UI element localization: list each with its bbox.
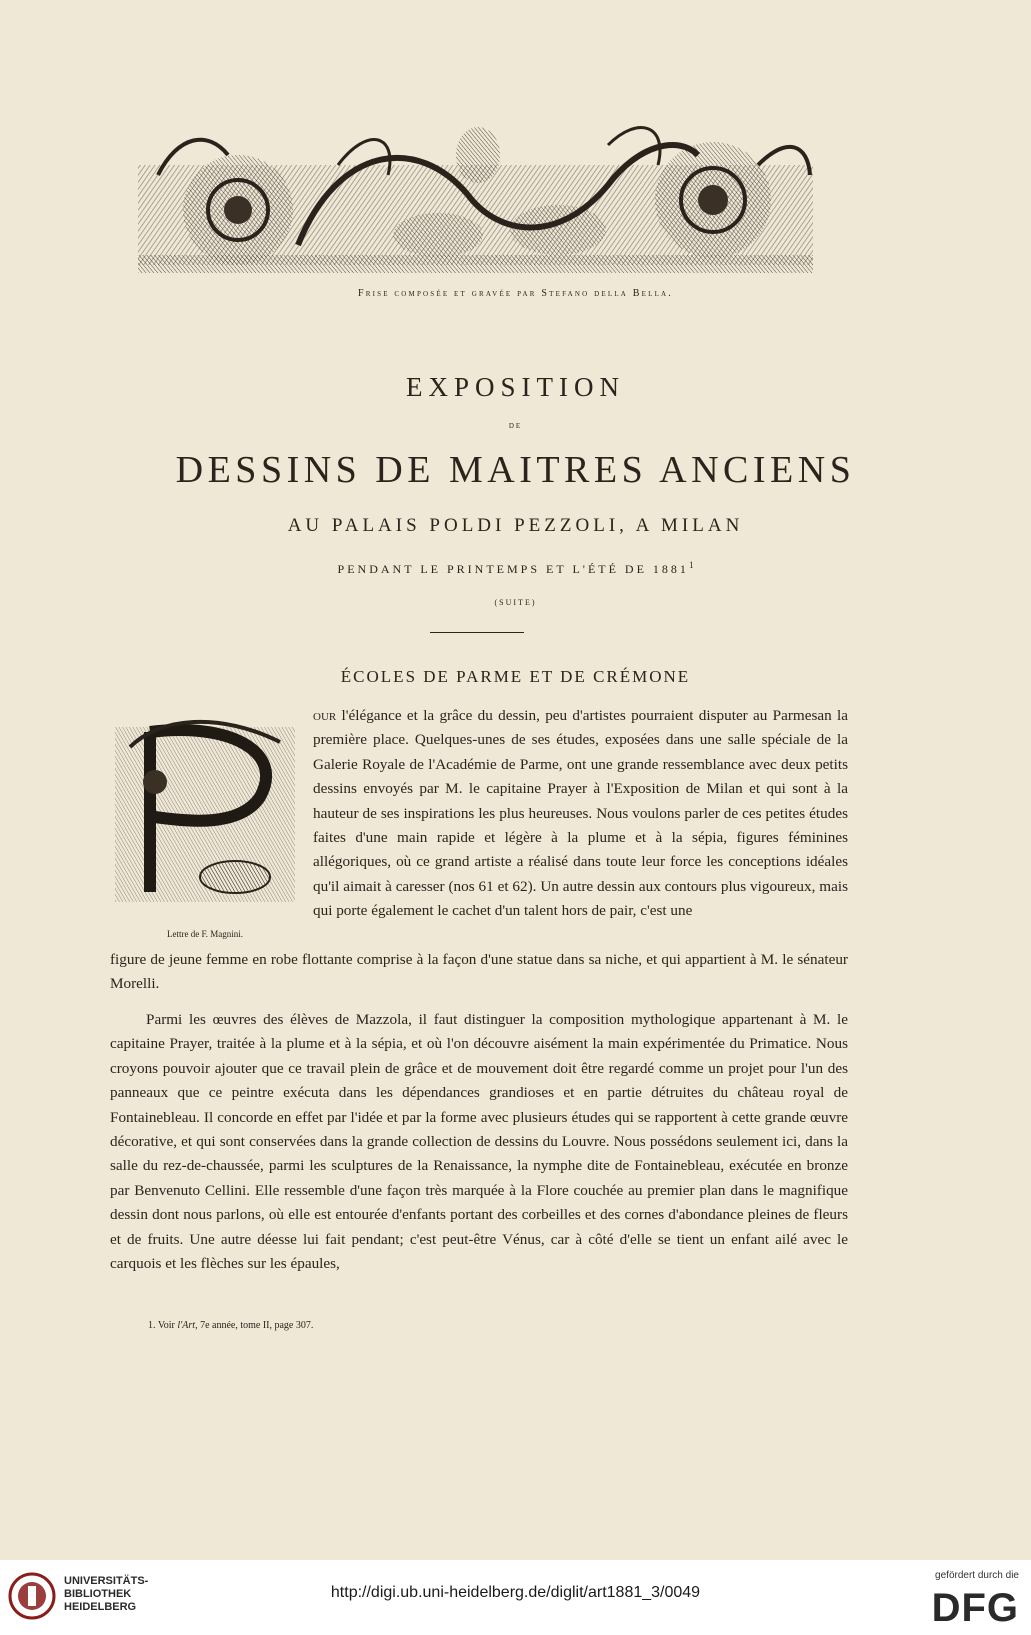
initial-caption: Lettre de F. Magnini. — [166, 929, 243, 939]
decorated-initial-letter — [110, 712, 300, 912]
footnote — [148, 1320, 313, 1331]
dfg-logo: DFG — [931, 1586, 1019, 1630]
paragraph-1-lead: our — [313, 707, 337, 724]
ornamental-frieze-engraving — [138, 105, 813, 280]
title-palais: AU PALAIS POLDI PEZZOLI, A MILAN — [287, 515, 744, 536]
frieze-caption: Frise composée et gravée par Stefano della Bella. — [357, 288, 674, 299]
title-suite: (SUITE) — [494, 598, 537, 607]
footnote-prefix: Voir — [157, 1320, 175, 1331]
title-exposition: EXPOSITION — [406, 372, 625, 402]
section-heading: ÉCOLES DE PARME ET DE CRÉMONE — [340, 667, 691, 686]
title-dessins: DESSINS DE MAITRES ANCIENS — [175, 449, 856, 491]
library-name-line-1: UNIVERSITÄTS- — [64, 1575, 149, 1587]
title-de: DE — [508, 422, 523, 430]
paragraph-1-continued: figure de jeune femme en robe flottante comprise à la façon d'une statue dans sa niche, et qui appartient à M. le sénateur Morelli. — [110, 951, 848, 993]
sponsor-note: gefördert durch die — [935, 1570, 1019, 1581]
paragraph-1 — [313, 704, 848, 924]
paragraph-1-text: l'élégance et la grâce du dessin, peu d'artistes pourraient disputer au Parmesan la première place. Quelques-unes de ses études, exposées dans une salle spéciale de la Galerie Royale de l'Académie de Parme, ont une grande ressemblance avec deux petits dessins envoyés par M. le capitaine Prayer à l'Exposition de Milan et qui sont à la hauteur de ses inspirations les plus heureuses. Nous voulons parler de ces petites études faites d'une main rapide et légère à la plume et à la sépia, figures féminines allégoriques, où ce grand artiste a réalisé dans toute leur force les conceptions idéales qu'il aimait à caresser (nos 61 et 62). Un autre dessin aux contours plus vigoureux, mais qui porte également le cachet d'un talent hors de pair, c'est une — [313, 707, 848, 920]
paragraph-2: Parmi les œuvres des élèves de Mazzola, il faut distinguer la composition mythologique appartenant à M. le capitaine Prayer, traitée à la plume et à la sépia, et où l'on découvre aisément la main expérimentée du Primatice. Nous croyons pouvoir ajouter que ce travail plein de grâce et de mouvement doit être regardé comme un projet pour l'un des panneaux que ce peintre exécuta dans les dépendances grandioses et en partie détruites du château royal de Fontainebleau. Il concorde en effet par l'idée et par la forme avec plusieurs études qui se rapportent à cette grande œuvre décorative, et qui sont conservées dans la grande collection de dessins du Louvre. Nous possédons seulement ici, dans la salle du rez-de-chaussée, parmi les sculptures de la Renaissance, la nymphe dite de Fontainebleau, exécutée en bronze par Benvenuto Cellini. Elle ressemble d'une façon très marquée à la Flore couchée au premier plan dans le magnifique dessin dont nous parlons, où elle est entourée d'enfants portant des corbeilles et des cornes d'abondance pleines de fleurs et de fruits. Une autre déesse lui fait pendant; c'est peut-être Vénus, car à côté d'elle se tient un enfant ailé avec le carquois et les flèches sur les épaules, — [110, 1011, 848, 1273]
permalink-url[interactable]: http://digi.ub.uni-heidelberg.de/diglit/art1881_3/0049 — [330, 1584, 701, 1601]
library-name-line-3: HEIDELBERG — [64, 1601, 137, 1613]
footnote-number: 1. — [148, 1320, 156, 1331]
footnote-journal: l'Art, — [177, 1320, 198, 1331]
title-footnote-marker: 1 — [688, 560, 694, 570]
title-divider — [430, 632, 524, 633]
footnote-reference: 7e année, tome II, page 307. — [200, 1320, 314, 1331]
title-date: PENDANT LE PRINTEMPS ET L'ÉTÉ DE 1881$^1$ — [337, 560, 694, 576]
library-name-line-2: BIBLIOTHEK — [64, 1588, 132, 1600]
